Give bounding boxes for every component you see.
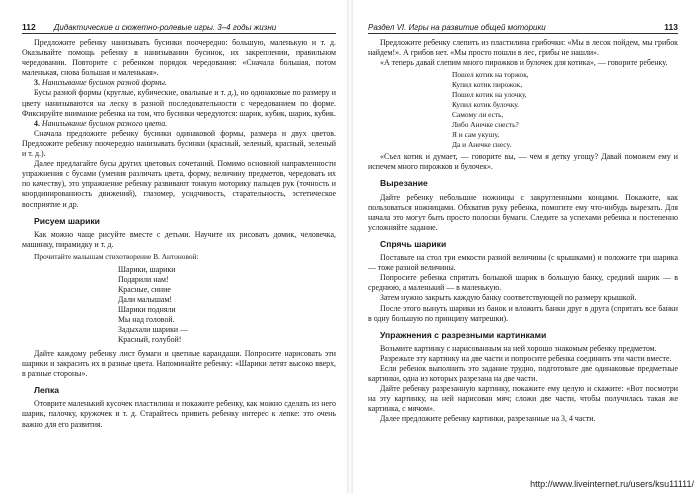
section-heading: Лепка xyxy=(34,385,60,396)
paragraph: Возьмите картинку с нарисованным на ней хорошо знакомым ребенку предметом. xyxy=(380,343,657,353)
poem xyxy=(452,70,678,150)
paragraph: После этого вынуть шарики из банок и вложить банки друг в друга (спрятать все банки в одну большую по принципу матрешки). xyxy=(368,303,678,323)
section-heading: Упражнения с разрезными картинками xyxy=(380,329,547,340)
left-body xyxy=(22,38,336,430)
paragraph: Дайте каждому ребенку лист бумаги и цветные карандаши. Попросите нарисовать эти шарики и закрасить их в разные цвета. Напоминайте ребенку: «Шарики летят высоко вверх, в разные стороны». xyxy=(22,348,336,379)
numbered-heading: 4. Нанизывание бусинок разного цвета. xyxy=(34,118,168,128)
paragraph: Дайте ребенку разрезанную картинку, покажите ему целую и скажите: «Вот посмотри на эту картинку, на ней нарисован мяч; сложи две части, чтобы получилась такая же картинка, с мячом». xyxy=(368,384,678,414)
paragraph: Дайте ребенку небольшие ножницы с закругленными концами. Покажите, как пользоваться ножницами. Обхватив руку ребенка, помогите ему что-нибудь вырезать. Для начала это могут быть просто полоски бумаги. Следите за успехами ребенка и постепенно усложняйте задание. xyxy=(368,192,678,232)
paragraph: Далее предлагайте бусы других цветовых сочетаний. Помимо основной направленности упражнения с бусами (умения различать цвета, форму, величину предметов, чередовать их по качеству), это упражнение ребенку развивают тонкую моторику пальцев рук (точность и координированность движений), глазомер, усидчивость, старательность, эстетическое восприятие и др. xyxy=(22,159,336,209)
right-body xyxy=(368,38,678,425)
poem-line: Шарики подняли xyxy=(118,304,176,314)
poem-line: Самому ли есть, xyxy=(452,110,504,120)
poem-line: Пошел котик на улочку, xyxy=(452,90,527,100)
right-page-number: 113 xyxy=(664,22,678,32)
paragraph: Попросите ребенка спрятать большой шарик в большую банку, средний шарик — в среднюю, а маленький — в маленькую. xyxy=(368,273,678,293)
right-page xyxy=(350,0,700,494)
paragraph: Затем нужно закрыть каждую банку соответствующей по размеру крышкой. xyxy=(380,293,637,303)
paragraph: Сначала предложите ребенку бусинки одинаковой формы, размера и двух цветов. Предложите ребенку поочередно нанизывать бусинки (красный, зеленый, красный, зеленый и т. д.). xyxy=(22,128,336,159)
paragraph: Разрежьте эту картинку на две части и попросите ребенка соединить эти части вместе. xyxy=(380,353,672,363)
poem-line: Подарили нам! xyxy=(118,274,169,284)
paragraph: Отоврите маленький кусочек пластилина и покажите ребенку, как можно сделать из него шарик, палочку, кружочек и т. д. Старайтесь привить ребенку интерес к лепке: это очень важно для его развития. xyxy=(22,399,336,429)
numbered-heading: 3. Нанизывание бусинок разной формы. xyxy=(34,78,167,88)
paragraph: Бусы разной формы (круглые, кубические, овальные и т. д.), но одинаковые по размеру и цвету нанизываются на леску в разной последовательности с чередованием по форме. Фиксируйте внимание ребенка на том, что бусинки чередуются: шарик, кубик, шарик, кубик. xyxy=(22,88,336,118)
section-heading: Спрячь шарики xyxy=(380,238,447,249)
left-running-header xyxy=(22,20,336,34)
poem-line: Красные, синие xyxy=(118,284,171,294)
poem-line: Либо Анечке снесть? xyxy=(452,120,519,130)
poem-line: Я и сам укушу, xyxy=(452,130,500,140)
paragraph: «Съел котик и думает, — говорите вы, — чем я детку угощу? Давай поможем ему и испечем много пирожков и булочек». xyxy=(368,152,678,172)
left-running-title: Дидактические и сюжетно-ролевые игры. 3–4 годы жизни xyxy=(53,23,277,32)
paragraph: «А теперь давай слепим много пирожков и булочек для котика», — говорите ребенку. xyxy=(380,58,668,68)
poem-line: Да и Анечке снесу. xyxy=(452,140,512,150)
poem-intro: Прочитайте малышам стихотворение В. Антоновой: xyxy=(34,251,199,261)
poem-line: Купил котик булочку. xyxy=(452,100,519,110)
poem-line: Мы над головой. xyxy=(118,314,175,324)
poem-line: Пошел котик на торжок, xyxy=(452,70,529,80)
paragraph: Поставьте на стол три емкости разной величины (с крышками) и положите три шарика — тоже разной величины. xyxy=(368,253,678,273)
poem-line: Купил котик пирожок, xyxy=(452,80,523,90)
poem xyxy=(118,265,336,345)
paragraph: Как можно чаще рисуйте вместе с детьми. Научите их рисовать домик, человечка, машинку, пирамидку и т. д. xyxy=(22,229,336,249)
paragraph: Если ребенок выполнить это задание трудно, подготовьте две одинаковые предметные картинки, одна из которых разрезана на две части. xyxy=(368,363,678,384)
poem-line: Шарики, шарики xyxy=(118,264,176,274)
right-running-header xyxy=(368,20,678,34)
poem-line: Дали малышам! xyxy=(118,294,173,304)
section-heading: Вырезание xyxy=(380,178,428,189)
left-page-number: 112 xyxy=(22,22,36,32)
watermark-url: http://www.liveinternet.ru/users/ksu11111/ xyxy=(530,479,694,489)
poem-line: Красный, голубой! xyxy=(118,334,182,344)
right-running-title: Раздел VI. Игры на развитие общей моторики xyxy=(368,23,546,32)
paragraph: Предложите ребенку нанизывать бусинки поочередно: большую, маленькую и т. д. Оказывайте помощь ребенку в нанизывании бусинок, их закреплении, правильном чередовании. Повторите с ребенком порядок чередования: «Сначала большая, потом маленькая, снова большая и маленькая». xyxy=(22,38,336,78)
paragraph: Предложите ребенку слепить из пластилина грибочки: «Мы в лесок пойдем, мы грибок найдем!». А грибов нет. «Мы просто пошли в лес, грибы не нашли». xyxy=(368,38,678,58)
paragraph: Далее предложите ребенку картинки, разрезанные на 3, 4 части. xyxy=(380,414,596,424)
poem-line: Задыхали шарики — xyxy=(118,324,188,334)
section-heading: Рисуем шарики xyxy=(34,215,100,226)
